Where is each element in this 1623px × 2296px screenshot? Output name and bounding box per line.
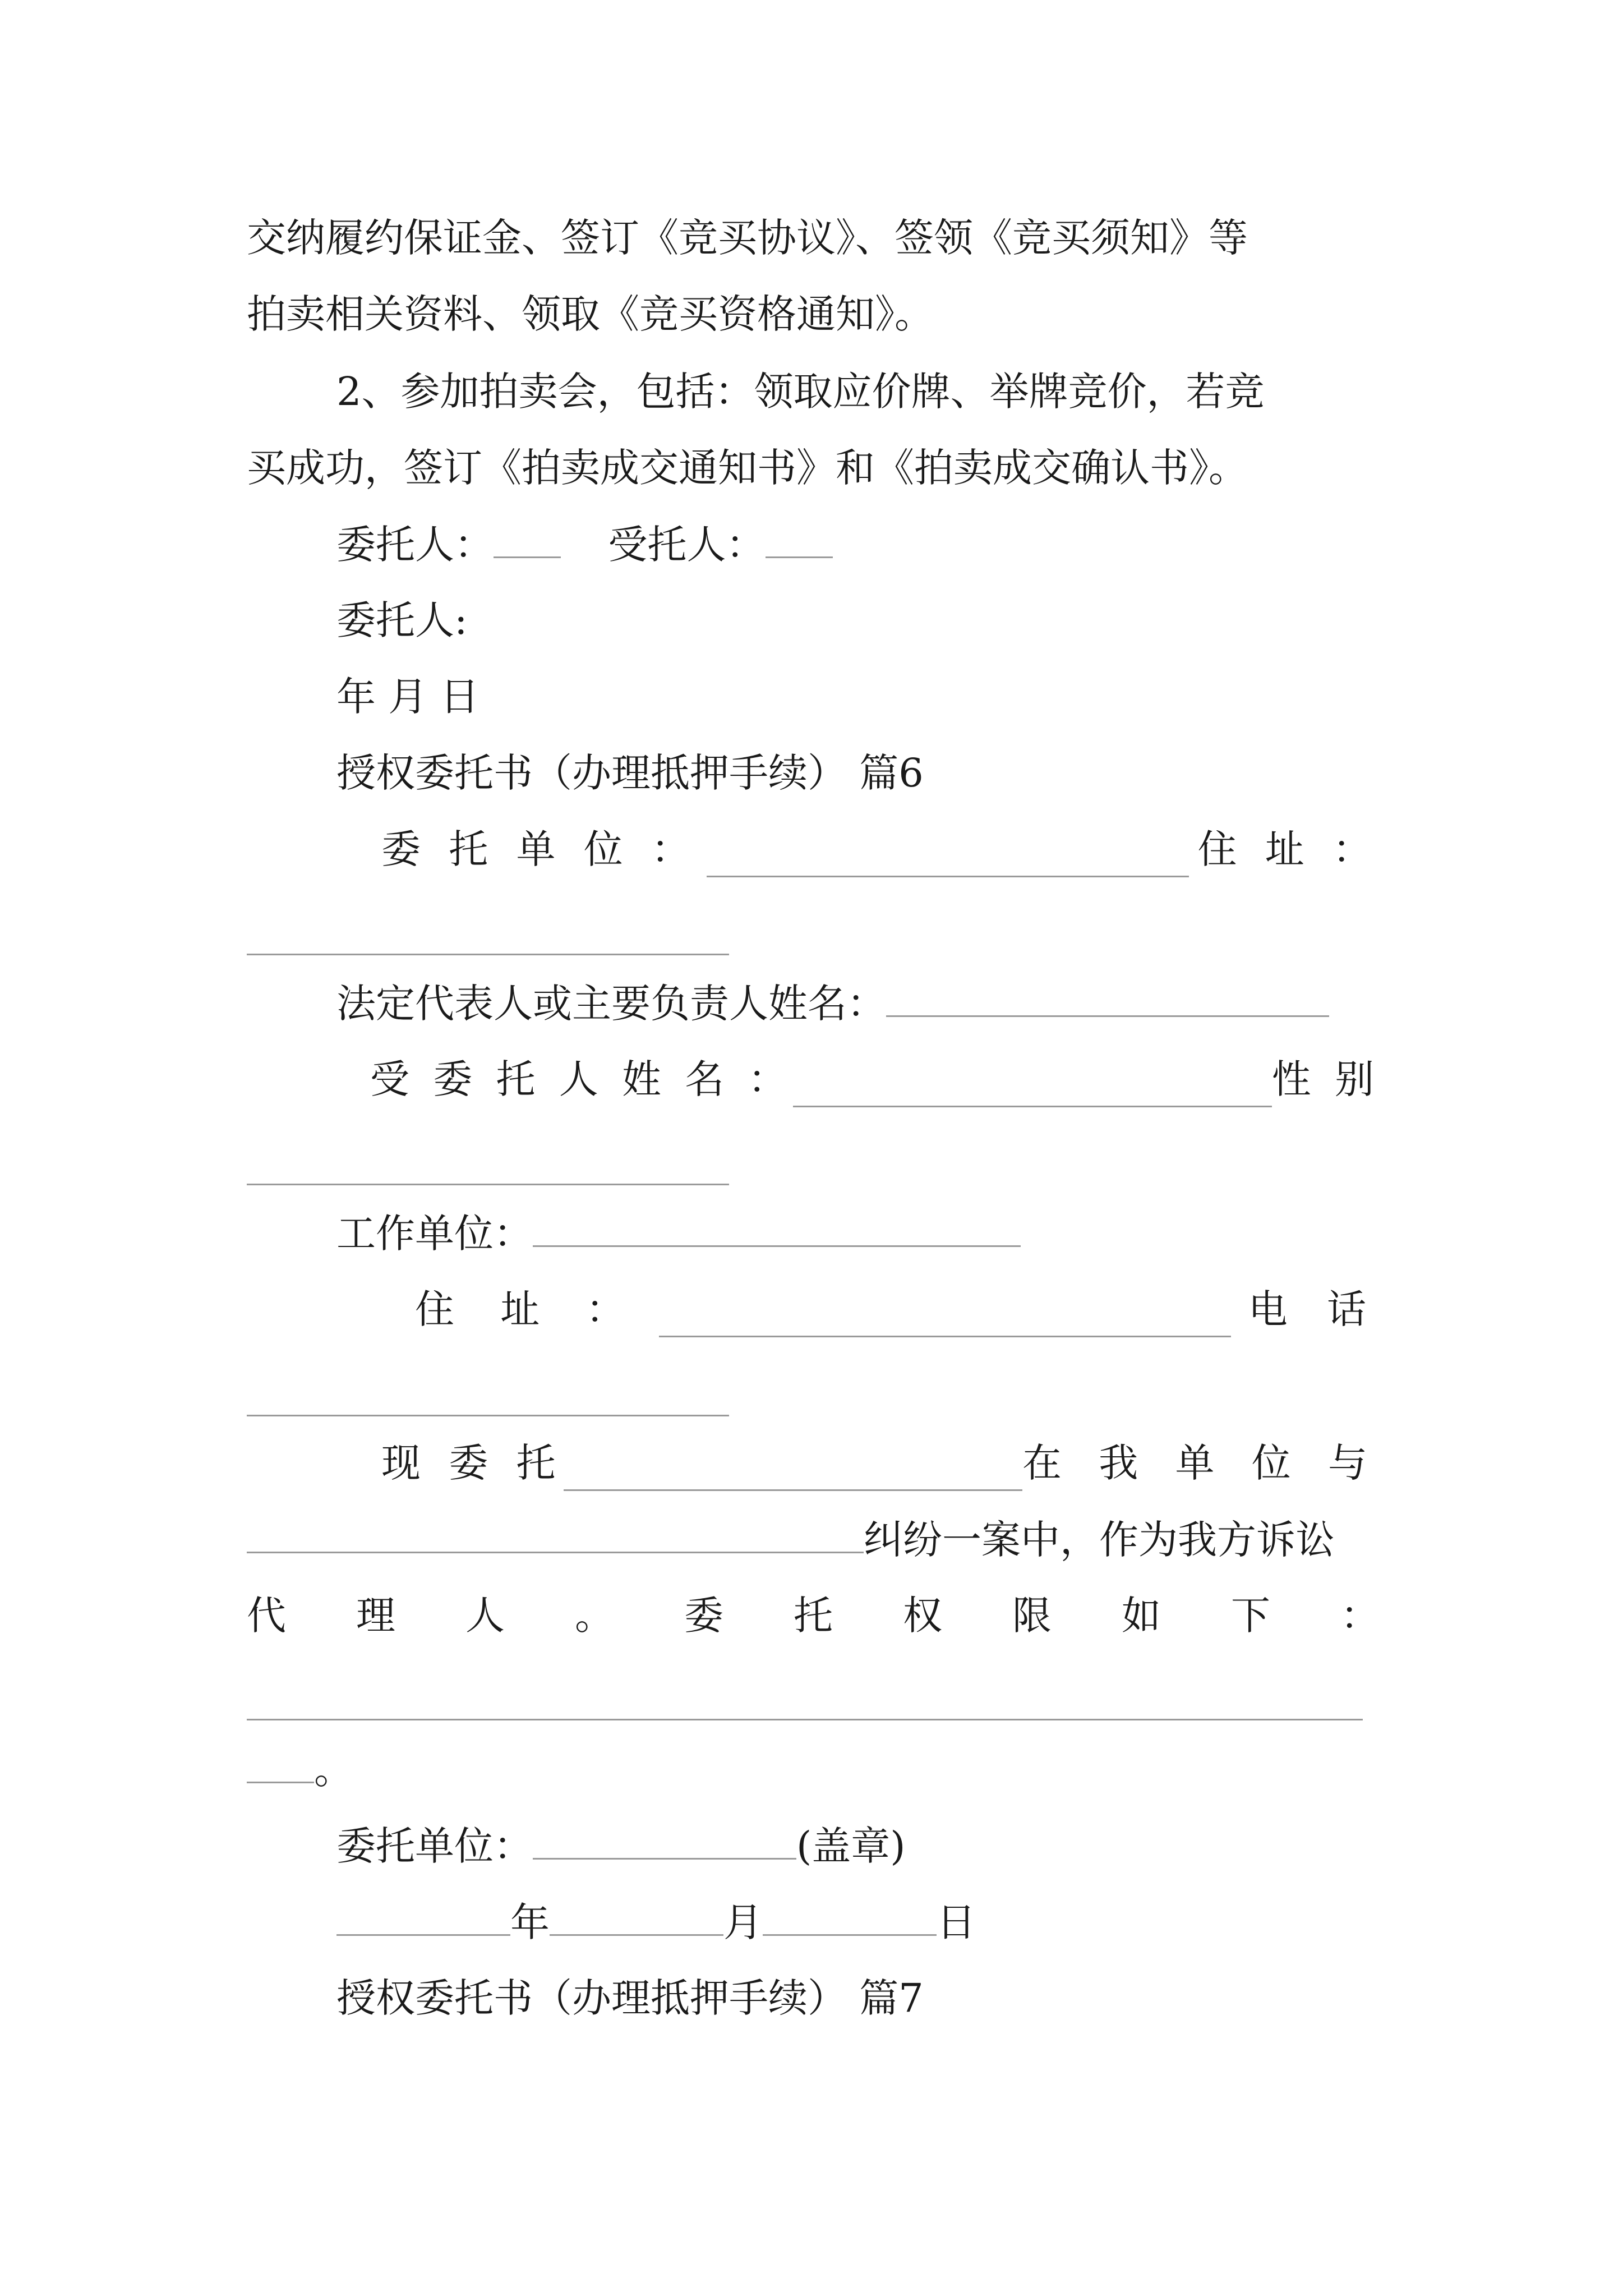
authority-char: 权 [903, 1593, 942, 1639]
seal-label: (盖章) [796, 1823, 906, 1869]
authority-end-row [247, 1741, 353, 1797]
dispute-row [247, 1511, 1335, 1567]
agent-name-blank-2 [564, 1449, 1022, 1491]
unit-seal-blank [533, 1818, 796, 1860]
period: 。 [314, 1747, 353, 1793]
phone-blank [247, 1415, 729, 1416]
agent-name-label: 受 委 托 人 姓 名 ： [370, 1056, 793, 1102]
principal-blank [494, 516, 561, 558]
legal-rep-label: 法定代表人或主要负责人姓名： [336, 981, 886, 1027]
paragraph-line: 拍卖相关资料、领取《竞买资格通知》。 [247, 291, 934, 337]
at-unit-label: 在 我 单 位 与 [1022, 1440, 1380, 1486]
year-blank [336, 1894, 510, 1936]
gender-label: 性 别 [1271, 1056, 1380, 1102]
address-blank [247, 954, 729, 955]
date-line: 年 月 日 [336, 674, 479, 720]
work-unit-blank [533, 1205, 1021, 1247]
authority-end-blank [247, 1741, 314, 1783]
authority-char: 。 [575, 1593, 614, 1639]
address2-label: 住 址 ： [415, 1286, 642, 1332]
agent-name-blank [793, 1065, 1272, 1107]
authority-char: 代 [247, 1593, 286, 1639]
dispute-text: 纠纷一案中，作为我方诉讼 [864, 1517, 1335, 1563]
paragraph-line: 交纳履约保证金、签订《竞买协议》、签领《竞买须知》等 [247, 215, 1248, 261]
work-unit-label: 工作单位： [336, 1211, 533, 1257]
section-heading: 授权委托书（办理抵押手续） 篇7 [336, 1975, 924, 2021]
authority-char: 托 [794, 1593, 833, 1639]
address-label: 住 址 ： [1197, 826, 1380, 872]
principal-label: 委托人： [336, 522, 494, 568]
gender-blank [247, 1184, 729, 1185]
year-label: 年 [510, 1899, 550, 1945]
date-row [336, 1894, 976, 1950]
unit-seal-label: 委托单位： [336, 1823, 533, 1869]
authority-char: 下 [1231, 1593, 1270, 1639]
month-blank [550, 1894, 723, 1936]
paragraph-line: 买成功，签订《拍卖成交通知书》和《拍卖成交确认书》。 [247, 445, 1248, 491]
authority-char: 理 [356, 1593, 395, 1639]
entrusting-unit-label: 委 托 单 位 ： [381, 826, 699, 872]
agent-name-row [370, 1051, 1380, 1107]
agent-blank [766, 516, 833, 558]
authority-char: 委 [684, 1593, 723, 1639]
address2-blank [659, 1295, 1231, 1337]
agent-label: 受托人： [608, 522, 766, 568]
entrust-now-label: 现 委 托 [381, 1440, 564, 1486]
legal-rep-row [336, 975, 1329, 1031]
address-phone-row [415, 1281, 1380, 1337]
dispute-party-blank [247, 1511, 864, 1553]
entrusting-unit-row [381, 821, 1380, 877]
authority-char: 人 [465, 1593, 505, 1639]
unit-seal-row [336, 1818, 906, 1874]
entrust-row [381, 1435, 1380, 1491]
authority-char: ： [1340, 1593, 1380, 1639]
phone-label: 电 话 [1248, 1286, 1380, 1332]
signature-line [336, 516, 833, 572]
month-label: 月 [723, 1899, 763, 1945]
paragraph-line: 2、参加拍卖会，包括：领取应价牌、举牌竞价，若竞 [336, 369, 1265, 415]
signature-line: 委托人: [336, 597, 468, 643]
day-blank [763, 1894, 937, 1936]
authority-blank [247, 1719, 1363, 1720]
work-unit-row [336, 1205, 1021, 1261]
section-heading: 授权委托书（办理抵押手续） 篇6 [336, 750, 924, 796]
authority-char: 如 [1122, 1593, 1161, 1639]
legal-rep-blank [886, 975, 1329, 1017]
authority-row [247, 1588, 1380, 1644]
entrusting-unit-blank [707, 835, 1189, 877]
authority-char: 限 [1012, 1593, 1052, 1639]
day-label: 日 [937, 1899, 976, 1945]
